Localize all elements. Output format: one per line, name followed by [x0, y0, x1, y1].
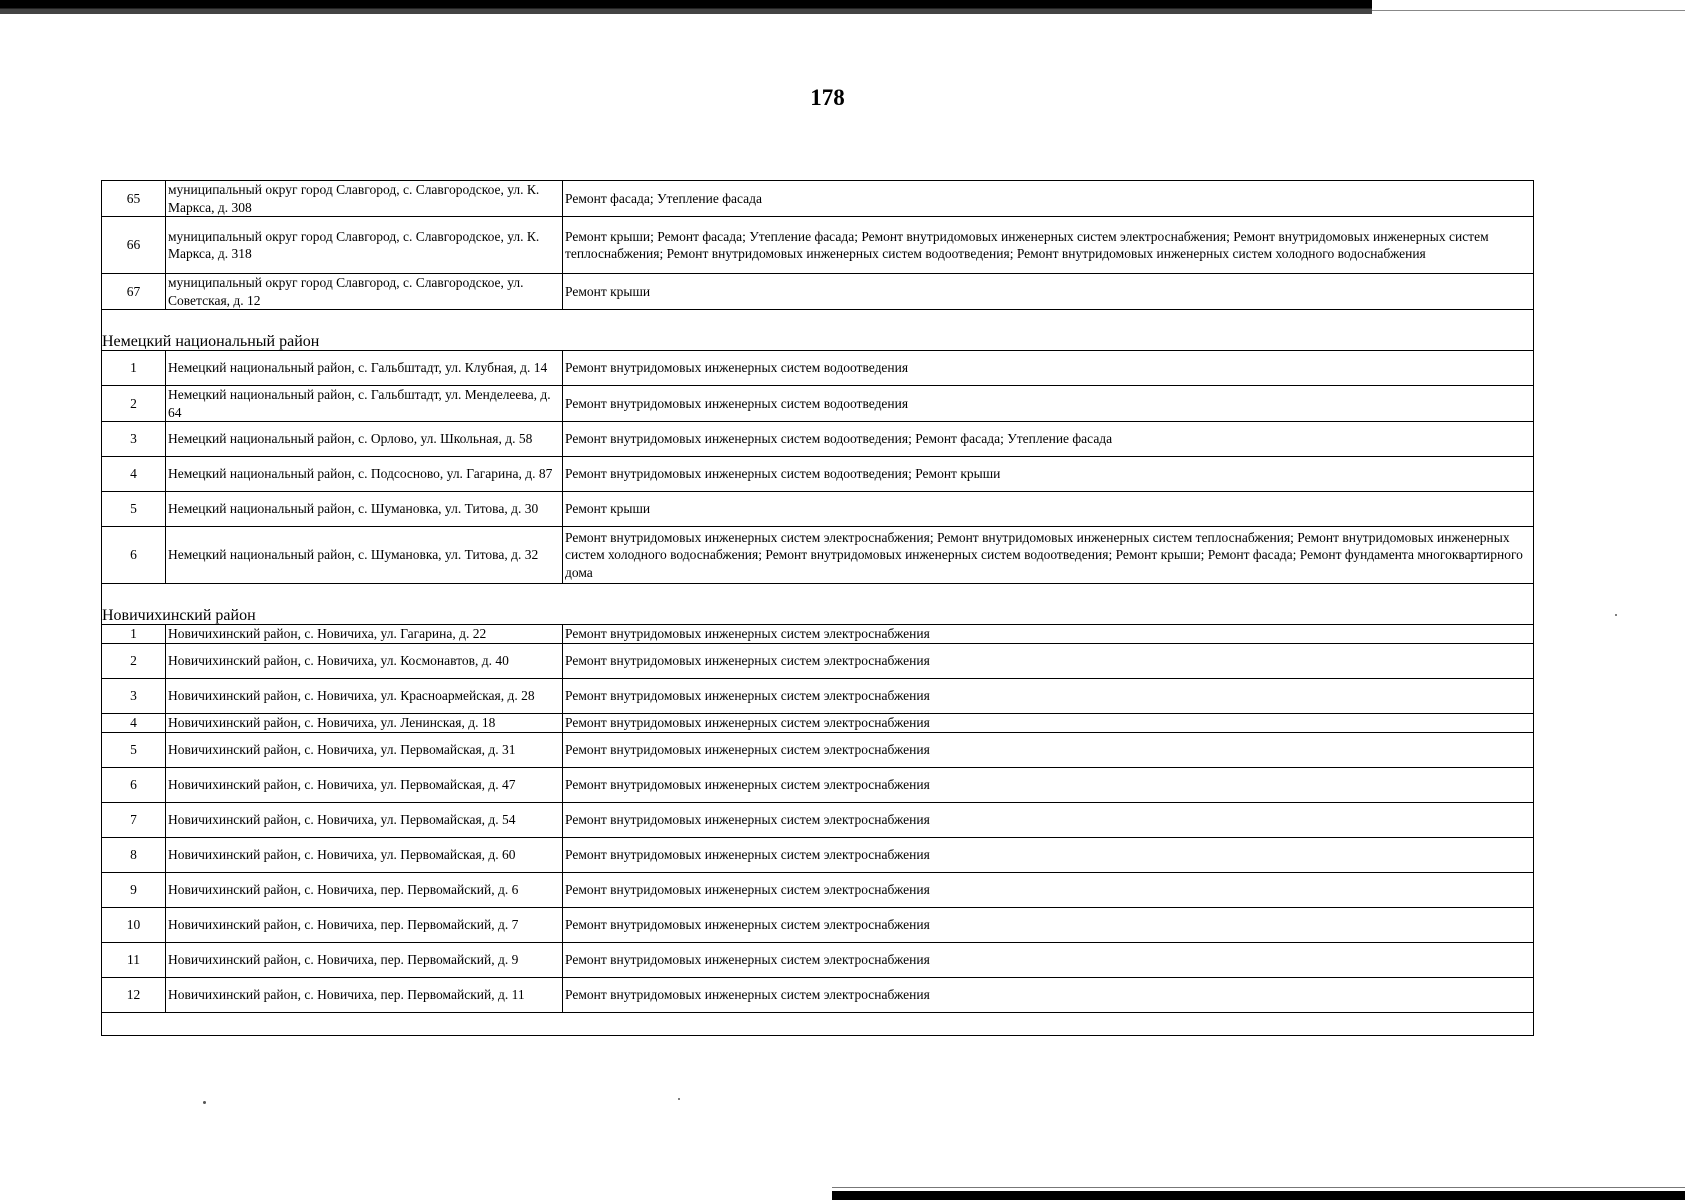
row-address: Новичихинский район, с. Новичиха, ул. Красноармейская, д. 28 — [166, 679, 563, 714]
row-number: 2 — [102, 644, 166, 679]
row-works: Ремонт внутридомовых инженерных систем электроснабжения — [563, 679, 1534, 714]
scan-speck — [203, 1101, 206, 1104]
table-row — [102, 803, 1534, 838]
row-works: Ремонт внутридомовых инженерных систем водоотведения — [563, 351, 1534, 386]
row-number: 10 — [102, 908, 166, 943]
table-row — [102, 217, 1534, 274]
table-row — [102, 351, 1534, 386]
table-row — [102, 625, 1534, 644]
table-row — [102, 492, 1534, 527]
section-header-row — [102, 310, 1534, 351]
row-number: 11 — [102, 943, 166, 978]
table-row — [102, 181, 1534, 217]
row-number: 2 — [102, 386, 166, 422]
row-number: 12 — [102, 978, 166, 1013]
row-works: Ремонт внутридомовых инженерных систем электроснабжения — [563, 978, 1534, 1013]
row-number: 65 — [102, 181, 166, 217]
row-works: Ремонт фасада; Утепление фасада — [563, 181, 1534, 217]
row-number: 4 — [102, 714, 166, 733]
table-row — [102, 908, 1534, 943]
row-works: Ремонт внутридомовых инженерных систем электроснабжения — [563, 733, 1534, 768]
scan-edge-bottom — [832, 1191, 1685, 1200]
table-row — [102, 838, 1534, 873]
row-address: Новичихинский район, с. Новичиха, ул. Космонавтов, д. 40 — [166, 644, 563, 679]
section-header-row — [102, 584, 1534, 625]
row-address: Новичихинский район, с. Новичиха, пер. Первомайский, д. 7 — [166, 908, 563, 943]
row-works: Ремонт внутридомовых инженерных систем электроснабжения — [563, 644, 1534, 679]
row-number: 6 — [102, 527, 166, 584]
table-row — [102, 422, 1534, 457]
row-address: Новичихинский район, с. Новичиха, ул. Первомайская, д. 47 — [166, 768, 563, 803]
row-address: муниципальный округ город Славгород, с. Славгородское, ул. К. Маркса, д. 318 — [166, 217, 563, 274]
row-number: 67 — [102, 274, 166, 310]
works-table — [101, 180, 1534, 1036]
row-address: Немецкий национальный район, с. Гальбштадт, ул. Менделеева, д. 64 — [166, 386, 563, 422]
row-works: Ремонт внутридомовых инженерных систем водоотведения; Ремонт крыши — [563, 457, 1534, 492]
row-address: Новичихинский район, с. Новичиха, ул. Первомайская, д. 31 — [166, 733, 563, 768]
row-works: Ремонт внутридомовых инженерных систем электроснабжения — [563, 803, 1534, 838]
table-row — [102, 873, 1534, 908]
table-row — [102, 527, 1534, 584]
row-number: 7 — [102, 803, 166, 838]
row-works: Ремонт внутридомовых инженерных систем электроснабжения — [563, 943, 1534, 978]
row-works: Ремонт крыши — [563, 274, 1534, 310]
empty-trailer-cell — [102, 1013, 1534, 1036]
row-number: 6 — [102, 768, 166, 803]
row-address: Новичихинский район, с. Новичиха, ул. Первомайская, д. 54 — [166, 803, 563, 838]
scan-speck — [1615, 614, 1617, 616]
table-row — [102, 714, 1534, 733]
row-number: 4 — [102, 457, 166, 492]
row-number: 5 — [102, 733, 166, 768]
row-address: муниципальный округ город Славгород, с. Славгородское, ул. К. Маркса, д. 308 — [166, 181, 563, 217]
row-address: Новичихинский район, с. Новичиха, ул. Ленинская, д. 18 — [166, 714, 563, 733]
table-row — [102, 768, 1534, 803]
table-row — [102, 733, 1534, 768]
row-works: Ремонт внутридомовых инженерных систем электроснабжения; Ремонт внутридомовых инженерных систем теплоснабжения; Ремонт внутридомовых инженерных систем холодного водоснабжения; Ремонт внутридомовых инженерных систем водоотведения; Ремонт крыши; Ремонт фасада; Ремонт фундамента многоквартирного дома — [563, 527, 1534, 584]
row-number: 3 — [102, 422, 166, 457]
row-works: Ремонт крыши; Ремонт фасада; Утепление фасада; Ремонт внутридомовых инженерных систем электроснабжения; Ремонт внутридомовых инженерных систем теплоснабжения; Ремонт внутридомовых инженерных систем водоотведения; Ремонт внутридомовых инженерных систем холодного водоснабжения — [563, 217, 1534, 274]
row-number: 9 — [102, 873, 166, 908]
row-number: 3 — [102, 679, 166, 714]
row-works: Ремонт внутридомовых инженерных систем электроснабжения — [563, 873, 1534, 908]
row-address: Новичихинский район, с. Новичиха, ул. Первомайская, д. 60 — [166, 838, 563, 873]
row-address: Немецкий национальный район, с. Шумановка, ул. Титова, д. 30 — [166, 492, 563, 527]
scan-speck — [678, 1098, 680, 1100]
works-table-container — [101, 180, 1534, 1036]
row-works: Ремонт внутридомовых инженерных систем электроснабжения — [563, 838, 1534, 873]
scan-edge-top — [0, 0, 1372, 14]
row-address: Немецкий национальный район, с. Подсосново, ул. Гагарина, д. 87 — [166, 457, 563, 492]
section-title: Немецкий национальный район — [102, 310, 1534, 351]
row-address: Немецкий национальный район, с. Шумановка, ул. Титова, д. 32 — [166, 527, 563, 584]
section-title: Новичихинский район — [102, 584, 1534, 625]
row-works: Ремонт внутридомовых инженерных систем электроснабжения — [563, 908, 1534, 943]
table-row — [102, 679, 1534, 714]
row-address: муниципальный округ город Славгород, с. Славгородское, ул. Советская, д. 12 — [166, 274, 563, 310]
row-address: Новичихинский район, с. Новичиха, ул. Гагарина, д. 22 — [166, 625, 563, 644]
row-address: Немецкий национальный район, с. Орлово, ул. Школьная, д. 58 — [166, 422, 563, 457]
row-number: 1 — [102, 351, 166, 386]
row-number: 5 — [102, 492, 166, 527]
row-works: Ремонт крыши — [563, 492, 1534, 527]
table-row — [102, 978, 1534, 1013]
row-address: Немецкий национальный район, с. Гальбштадт, ул. Клубная, д. 14 — [166, 351, 563, 386]
row-works: Ремонт внутридомовых инженерных систем электроснабжения — [563, 768, 1534, 803]
row-address: Новичихинский район, с. Новичиха, пер. Первомайский, д. 9 — [166, 943, 563, 978]
table-row — [102, 386, 1534, 422]
page-number: 178 — [810, 85, 845, 110]
row-works: Ремонт внутридомовых инженерных систем электроснабжения — [563, 625, 1534, 644]
row-works: Ремонт внутридомовых инженерных систем электроснабжения — [563, 714, 1534, 733]
row-address: Новичихинский район, с. Новичиха, пер. Первомайский, д. 6 — [166, 873, 563, 908]
table-row — [102, 457, 1534, 492]
table-row — [102, 943, 1534, 978]
table-row — [102, 274, 1534, 310]
row-number: 8 — [102, 838, 166, 873]
row-works: Ремонт внутридомовых инженерных систем водоотведения — [563, 386, 1534, 422]
row-works: Ремонт внутридомовых инженерных систем водоотведения; Ремонт фасада; Утепление фасада — [563, 422, 1534, 457]
row-number: 66 — [102, 217, 166, 274]
table-trailer-row — [102, 1013, 1534, 1036]
table-row — [102, 644, 1534, 679]
row-number: 1 — [102, 625, 166, 644]
row-address: Новичихинский район, с. Новичиха, пер. Первомайский, д. 11 — [166, 978, 563, 1013]
